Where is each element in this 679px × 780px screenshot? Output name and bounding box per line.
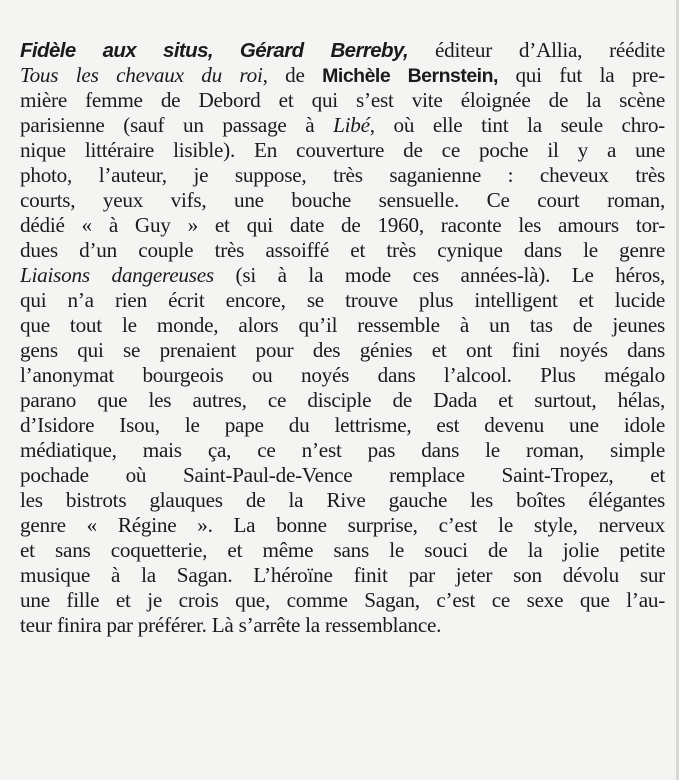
text-segment: qui fut la pre-	[497, 63, 665, 87]
author-name: Michèle Bernstein,	[322, 65, 498, 87]
genre-title: Liaisons dangereuses	[20, 263, 214, 287]
newspaper-name: Libé	[333, 113, 370, 137]
text-segment: éditeur d’Allia, réédite	[408, 38, 665, 62]
text-line: dédié « à Guy » et qui date de 1960, raconte les amours tor-	[20, 213, 665, 237]
text-line: l’anonymat bourgeois ou noyés dans l’alcool. Plus mégalo	[20, 363, 665, 387]
text-line: musique à la Sagan. L’héroïne finit par jeter son dévolu sur	[20, 563, 665, 587]
text-line: dues d’un couple très assoiffé et très cynique dans le genre	[20, 238, 665, 262]
text-line	[20, 263, 665, 288]
text-line-last: teur finira par préférer. Là s’arrête la ressemblance.	[20, 613, 442, 637]
text-line: pochade où Saint-Paul-de-Vence remplace Saint-Tropez, et	[20, 463, 665, 487]
article-text	[20, 38, 665, 638]
text-line	[20, 38, 665, 63]
text-line: courts, yeux vifs, une bouche sensuelle. Ce court roman,	[20, 188, 665, 212]
text-line	[20, 63, 665, 88]
text-segment: (si à la mode ces années-là). Le héros,	[213, 263, 665, 287]
text-line: que tout le monde, alors qu’il ressemble à un tas de jeunes	[20, 313, 665, 337]
text-line: nique littéraire lisible). En couverture de ce poche il y a une	[20, 138, 665, 162]
text-line: photo, l’auteur, je suppose, très saganienne : cheveux très	[20, 163, 665, 187]
lead-in-heading: Fidèle aux situs, Gérard Berreby,	[20, 39, 409, 62]
text-line: mière femme de Debord et qui s’est vite éloignée de la scène	[20, 88, 665, 112]
text-line: genre « Régine ». La bonne surprise, c’est le style, nerveux	[20, 513, 665, 537]
text-segment: , de	[262, 63, 323, 87]
text-line: une fille et je crois que, comme Sagan, c’est ce sexe que l’au-	[20, 588, 665, 612]
text-line: gens qui se prenaient pour des génies et ont fini noyés dans	[20, 338, 665, 362]
text-line: d’Isidore Isou, le pape du lettrisme, est devenu une idole	[20, 413, 665, 437]
book-title: Tous les chevaux du roi	[20, 63, 263, 87]
text-line: médiatique, mais ça, ce n’est pas dans le roman, simple	[20, 438, 665, 462]
text-segment: , où elle tint la seule chro-	[369, 113, 665, 137]
text-line	[20, 113, 665, 138]
text-line: qui n’a rien écrit encore, se trouve plus intelligent et lucide	[20, 288, 665, 312]
text-segment: parisienne (sauf un passage à	[20, 113, 334, 137]
text-line: parano que les autres, ce disciple de Dada et surtout, hélas,	[20, 388, 665, 412]
text-line: et sans coquetterie, et même sans le souci de la jolie petite	[20, 538, 665, 562]
text-line: les bistrots glauques de la Rive gauche les boîtes élégantes	[20, 488, 665, 512]
